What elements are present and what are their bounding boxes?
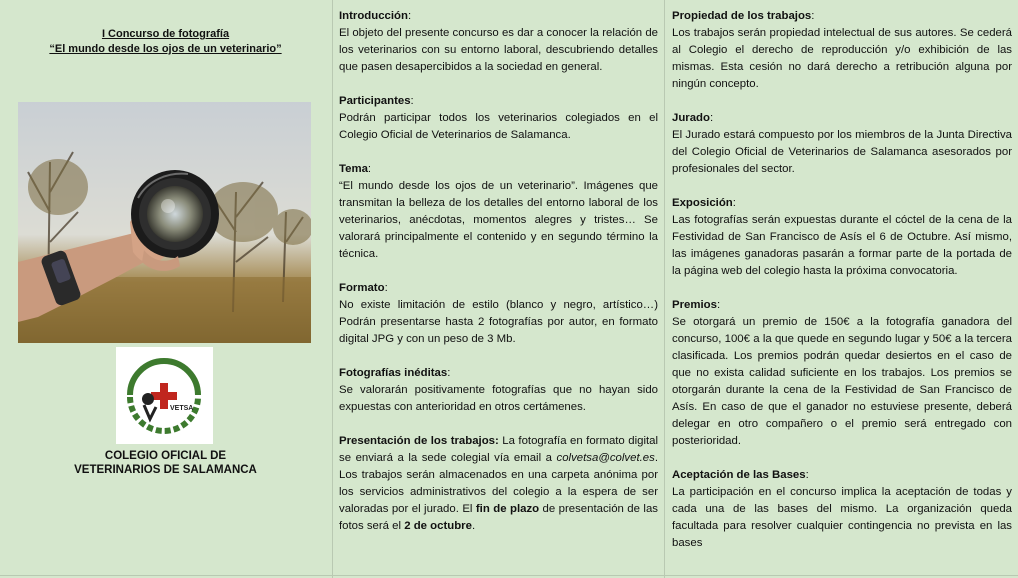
section-heading: Introducción [339,10,408,22]
section-body-part: . [471,520,476,532]
section-propiedad: Propiedad de los trabajos: Los trabajos serán propiedad intelectual de sus autores. Se cederá al Colegio el derecho de reproducción y/o exhibición de las mismas. Esta cesión no dará derecho a retribución alguna por ningún concepto. [672,10,1012,90]
section-heading: Jurado [672,112,710,124]
section-body-part: La fotografía en formato digital se enviará a la sede colegial vía email a [339,435,659,464]
org-line-1: COLEGIO OFICIAL DE [104,450,227,462]
section-formato: Formato: No existe limitación de estilo (blanco y negro, artístico…) Podrán presentarse hasta 2 fotografías por autor, en formato digital JPG y con un peso de 3 Mb. [339,282,658,345]
section-body: El Jurado estará compuesto por los miembros de la Junta Directiva del Colegio Oficial de Veterinarios de Salamanca asesorados por profesionales del sector. [672,129,1012,175]
section-heading: Premios [672,299,717,311]
deadline-date: 2 de octubre [404,520,472,532]
section-heading: Propiedad de los trabajos [672,10,812,22]
section-heading: Participantes [339,95,411,107]
section-body: Las fotografías serán expuestas durante el cóctel de la cena de la Festividad de San Francisco de Asís el 6 de Octubre. Así mismo, las imágenes ganadoras pasarán a formar parte de la portada de la página web del colegio hasta la próxima convocatoria. [672,214,1012,277]
section-exposicion: Exposición: Las fotografías serán expuestas durante el cóctel de la cena de la Festividad de San Francisco de Asís el 6 de Octubre. Así mismo, las imágenes ganadoras pasarán a formar parte de la portada de la página web del colegio hasta la próxima convocatoria. [672,197,1012,277]
section-premios: Premios: Se otorgará un premio de 150€ a la fotografía ganadora del concurso, 100€ a la que quede en segundo lugar y 50€ a la tercera clasificada. Los premios podrán quedar desiertos en el caso de que no exista calidad suficiente en los trabajos. Los premios se otorgarán durante la cena de la Festividad de San Francisco de Asís. En caso de que el ganador no estuviese presente, deberá delegar en otro compañero o el premio será entregado con posterioridad. [672,299,1012,447]
section-body: Se otorgará un premio de 150€ a la fotografía ganadora del concurso, 100€ a la que quede en segundo lugar y 50€ a la tercera clasificada. Los premios podrán quedar desiertos en el caso de que no exista calidad suficiente en los trabajos. Los premios se otorgarán durante la cena de la Festividad de San Francisco de Asís. En caso de que el ganador no estuviese presente, deberá delegar en otro compañero o el premio será entregado con posterioridad. [672,316,1012,447]
logo-text: VETSA [170,405,194,412]
section-body: No existe limitación de estilo (blanco y negro, artístico…) Podrán presentarse hasta 2 fotografías por autor, en formato digital JPG y con un peso de 3 Mb. [339,299,658,345]
section-body: La participación en el concurso implica la aceptación de todas y cada una de las bases del mismo. La organización queda facultada para resolver cualquier contingencia no prevista en las bases [672,486,1012,549]
section-presentacion [339,433,658,535]
section-fotografias-ineditas: Fotografías inéditas: Se valorarán positivamente fotografías que no hayan sido expuestas con anterioridad en otros certámenes. [339,367,658,413]
vetsa-logo [116,347,213,444]
contact-email: colvetsa@colvet.es [556,452,655,464]
org-line-2: VETERINARIOS DE SALAMANCA [74,464,257,476]
section-body: “El mundo desde los ojos de un veterinario”. Imágenes que transmitan la belleza de los detalles del entorno laboral de los veterinarios, anécdotas, momentos alegres y tristes… Se valorará principalmente el contenido y en segundo término la técnica. [339,180,658,260]
section-participantes: Participantes: Podrán participar todos los veterinarios colegiados en el Colegio Oficial de Veterinarios de Salamanca. [339,95,658,141]
middle-column [332,0,664,578]
contest-title-block [0,27,331,57]
section-jurado: Jurado: El Jurado estará compuesto por los miembros de la Junta Directiva del Colegio Oficial de Veterinarios de Salamanca asesorados por profesionales del sector. [672,112,1012,175]
section-heading: Tema [339,163,368,175]
section-body-part: . Los trabajos serán almacenados en una carpeta anónima por los servicios administrativos del colegio a la espera de ser valoradas por el jurado. El [339,452,658,515]
lens-photo [18,102,311,343]
lens-photo-graphic [18,102,311,343]
section-heading: Presentación de los trabajos: [339,435,499,447]
section-body: El objeto del presente concurso es dar a conocer la relación de los veterinarios con su entorno laboral, descubriendo detalles que pasen desapercibidos a la sociedad en general. [339,27,658,73]
section-heading: Formato [339,282,385,294]
deadline-label: fin de plazo [475,503,540,515]
section-body: Podrán participar todos los veterinarios colegiados en el Colegio Oficial de Veterinarios de Salamanca. [339,112,658,141]
section-body: Se valorarán positivamente fotografías que no hayan sido expuestas con anterioridad en otros certámenes. [339,384,658,413]
section-heading: Exposición [672,197,733,209]
vetsa-logo-graphic [116,347,213,444]
section-tema: Tema: “El mundo desde los ojos de un veterinario”. Imágenes que transmitan la belleza de los detalles del entorno laboral de los veterinarios, anécdotas, momentos alegres y tristes… Se valorará principalmente el contenido y en segundo término la técnica. [339,163,658,260]
left-column [0,0,331,578]
contest-title: I Concurso de fotografía [101,28,230,40]
section-body: Los trabajos serán propiedad intelectual de sus autores. Se cederá al Colegio el derecho de reproducción y/o exhibición de las mismas. Esta cesión no dará derecho a retribución alguna por ningún concepto. [672,27,1012,90]
bottom-divider [0,575,1018,576]
section-heading: Fotografías inéditas [339,367,448,379]
organization-name [0,449,331,477]
section-aceptacion: Aceptación de las Bases: La participación en el concurso implica la aceptación de todas y cada una de las bases del mismo. La organización queda facultada para resolver cualquier contingencia no prevista en las bases [672,469,1012,549]
section-body-part: de presentación de las fotos será el [339,503,658,532]
section-heading: Aceptación de las Bases [672,469,806,481]
right-column [664,0,1018,578]
section-introduccion: Introducción: El objeto del presente concurso es dar a conocer la relación de los veterinarios con su entorno laboral, descubriendo detalles que pasen desapercibidos a la sociedad en general. [339,10,658,73]
contest-subtitle: “El mundo desde los ojos de un veterinario” [49,43,282,55]
